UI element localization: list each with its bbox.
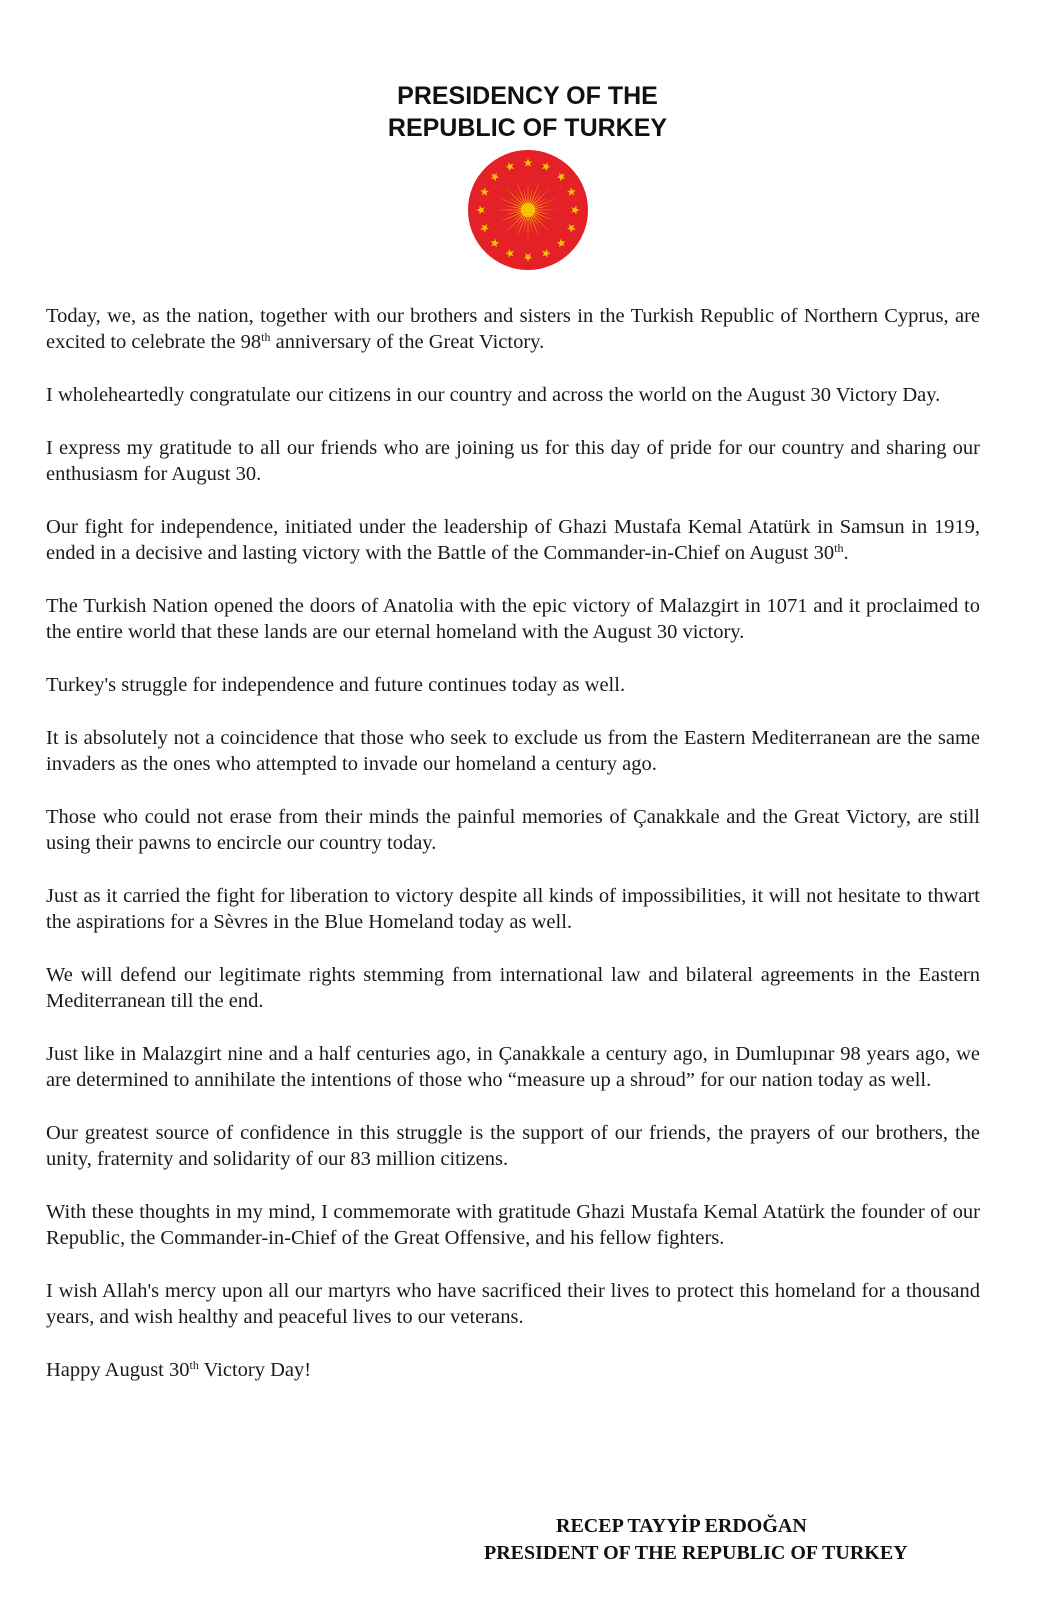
- letter-paragraph: [46, 962, 980, 1014]
- paragraph-text: I wish Allah's mercy upon all our martyrs who have sacrificed their lives to protect this homeland for a thousand years, and wish healthy and peaceful lives to our veterans.: [46, 1280, 980, 1328]
- ordinal-suffix: th: [834, 541, 844, 555]
- letter-paragraph: [46, 1278, 980, 1330]
- letterhead-line-1: PRESIDENCY OF THE: [397, 82, 658, 110]
- letter-body: [46, 303, 980, 1410]
- paragraph-text: anniversary of the Great Victory.: [270, 331, 545, 353]
- ordinal-suffix: th: [189, 1358, 199, 1372]
- paragraph-text: It is absolutely not a coincidence that those who seek to exclude us from the Eastern Mediterranean are the same invaders as the ones who attempted to invade our homeland a century ago.: [46, 727, 980, 775]
- ordinal-suffix: th: [261, 330, 271, 344]
- letter-paragraph: [46, 883, 980, 935]
- letter-paragraph: [46, 672, 980, 698]
- paragraph-text: Our greatest source of confidence in this struggle is the support of our friends, the prayers of our brothers, the unity, fraternity and solidarity of our 83 million citizens.: [46, 1122, 980, 1170]
- paragraph-text: Our fight for independence, initiated under the leadership of Ghazi Mustafa Kemal Atatürk in Samsun in 1919, ended in a decisive and lasting victory with the Battle of the Commander-in-Chief on August 30: [46, 516, 980, 564]
- paragraph-text: Just like in Malazgirt nine and a half centuries ago, in Çanakkale a century ago, in Dumlupınar 98 years ago, we are determined to annihilate the intentions of those who “measure up a shroud” for our nation today as well.: [46, 1043, 980, 1091]
- paragraph-text: We will defend our legitimate rights stemming from international law and bilateral agreements in the Eastern Mediterranean till the end.: [46, 964, 980, 1012]
- paragraph-text: I express my gratitude to all our friends who are joining us for this day of pride for our country and sharing our enthusiasm for August 30.: [46, 437, 980, 485]
- letter-paragraph: [46, 725, 980, 777]
- paragraph-text: I wholeheartedly congratulate our citizens in our country and across the world on the August 30 Victory Day.: [46, 384, 941, 406]
- paragraph-text: With these thoughts in my mind, I commemorate with gratitude Ghazi Mustafa Kemal Atatürk the founder of our Republic, the Commander-in-Chief of the Great Offensive, and his fellow fighters.: [46, 1201, 980, 1249]
- paragraph-text: Victory Day!: [198, 1359, 312, 1381]
- letter-paragraph: [46, 382, 980, 408]
- paragraph-text: Turkey's struggle for independence and future continues today as well.: [46, 674, 626, 696]
- paragraph-text: .: [843, 542, 849, 564]
- letter-paragraph: [46, 514, 980, 566]
- letter-paragraph: [46, 804, 980, 856]
- paragraph-text: Happy August 30: [46, 1359, 190, 1381]
- letter-paragraph: [46, 435, 980, 487]
- signatory-title: PRESIDENT OF THE REPUBLIC OF TURKEY: [484, 1542, 908, 1564]
- signatory-name: RECEP TAYYİP ERDOĞAN: [556, 1515, 807, 1537]
- letter-paragraph: [46, 303, 980, 355]
- letter-paragraph: [46, 1199, 980, 1251]
- letterhead-line-2: REPUBLIC OF TURKEY: [387, 114, 668, 142]
- letter-paragraph: [46, 1357, 980, 1383]
- seal-sun-center: [521, 203, 535, 217]
- paragraph-text: Today, we, as the nation, together with our brothers and sisters in the Turkish Republic of Northern Cyprus, are excited to celebrate the 98: [46, 305, 980, 353]
- letter-paragraph: [46, 1120, 980, 1172]
- letter-paragraph: [46, 593, 980, 645]
- paragraph-text: The Turkish Nation opened the doors of Anatolia with the epic victory of Malazgirt in 1071 and it proclaimed to the entire world that these lands are our eternal homeland with the August 30 victory.: [46, 595, 980, 643]
- paragraph-text: Those who could not erase from their minds the painful memories of Çanakkale and the Great Victory, are still using their pawns to encircle our country today.: [46, 806, 980, 854]
- presidential-seal-icon: [467, 149, 589, 271]
- letter-paragraph: [46, 1041, 980, 1093]
- paragraph-text: Just as it carried the fight for liberation to victory despite all kinds of impossibilities, it will not hesitate to thwart the aspirations for a Sèvres in the Blue Homeland today as well.: [46, 885, 980, 933]
- letterhead: [0, 80, 1055, 144]
